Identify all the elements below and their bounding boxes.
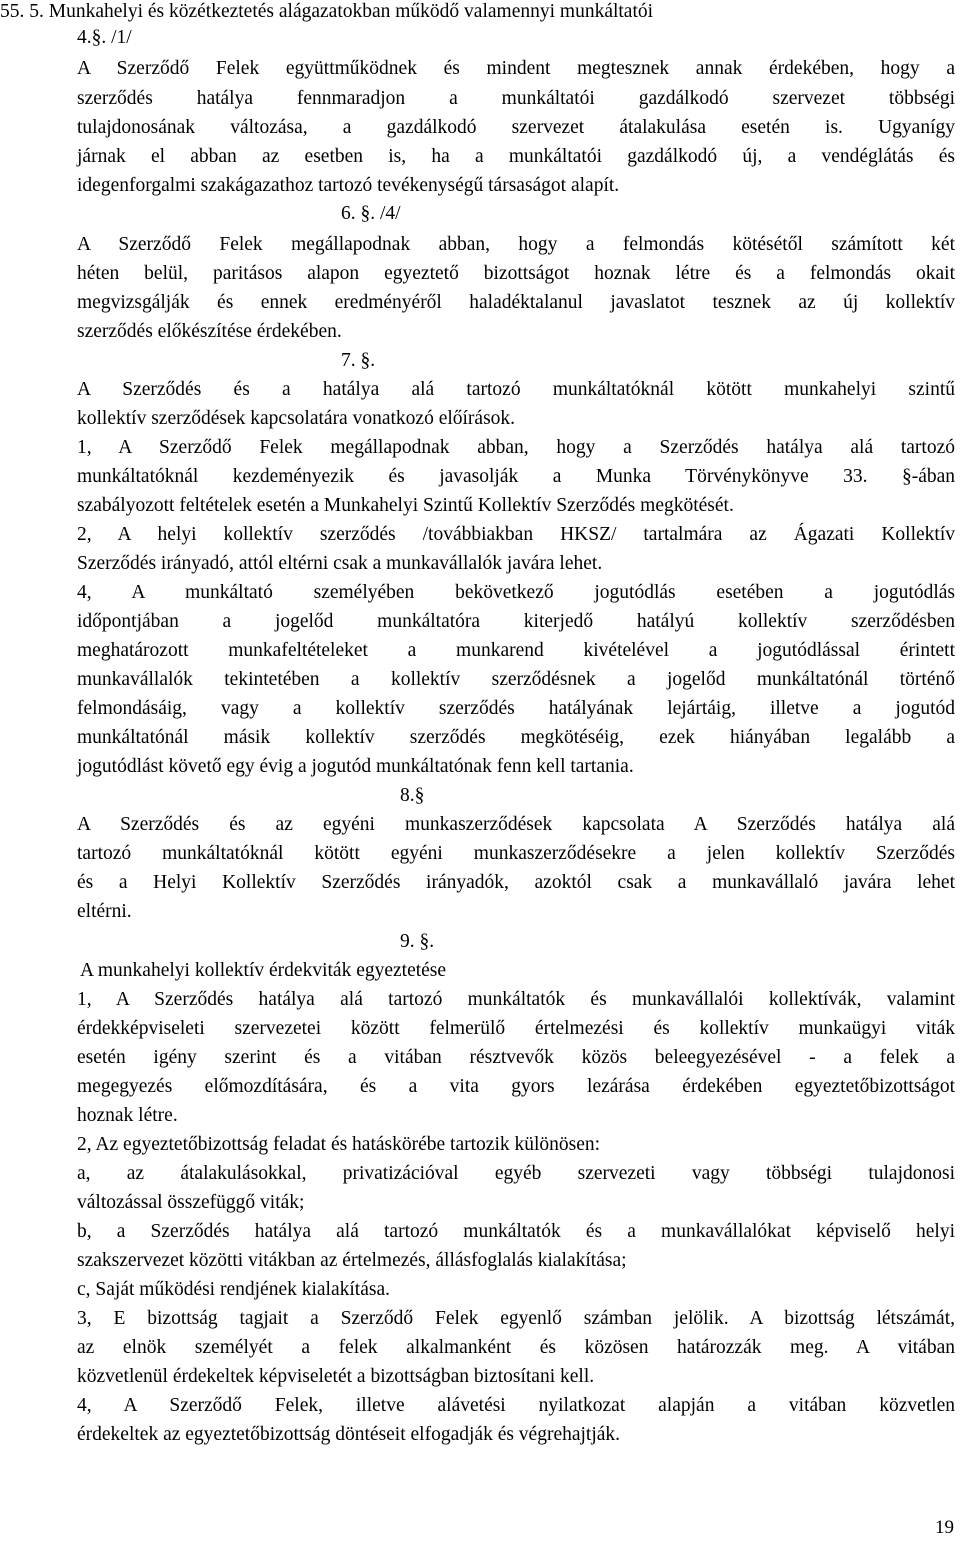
text-line: idegenforgalmi szakágazathoz tartozó tevékenységű társaságot alapít. [77, 175, 620, 196]
text-line: szerződés hatálya fennmaradjon a munkáltatói gazdálkodó szervezet többségi [77, 88, 955, 109]
text-line: megvizsgálják és ennek eredményéről haladéktalanul javaslatot tesznek az új kollektív [77, 292, 955, 313]
text-line: tartozó munkáltatóknál kötött egyéni munkaszerződésekre a jelen kollektív Szerződés [77, 843, 955, 864]
text-line: a, az átalakulásokkal, privatizációval egyéb szervezeti vagy többségi tulajdonosi [77, 1163, 955, 1184]
text-line: munkavállalók tekintetében a kollektív szerződésnek a jogelőd munkáltatónál történő [77, 669, 955, 690]
text-line: 1, A Szerződés hatálya alá tartozó munkáltatók és munkavállalói kollektívák, valamint [77, 989, 955, 1010]
text-line: és a Helyi Kollektív Szerződés irányadók, azoktól csak a munkavállaló javára lehet [77, 872, 955, 893]
text-line: A munkahelyi kollektív érdekviták egyeztetése [80, 960, 447, 981]
text-line: héten belül, paritásos alapon egyeztető bizottságot hoznak létre és a felmondás okait [77, 263, 955, 284]
text-line: 2, Az egyeztetőbizottság feladat és hatáskörébe tartozik különösen: [77, 1134, 601, 1155]
text-line: 2, A helyi kollektív szerződés /továbbiakban HKSZ/ tartalmára az Ágazati Kollektív [77, 524, 955, 545]
text-line: A Szerződő Felek együttműködnek és mindent megtesznek annak érdekében, hogy a [77, 58, 955, 79]
text-line: 4, A munkáltató személyében bekövetkező jogutódlás esetében a jogutódlás [77, 582, 955, 603]
text-line: hoznak létre. [77, 1105, 178, 1126]
text-line: munkáltatóknál kezdeményezik és javasolják a Munka Törvénykönyve 33. §-ában [77, 466, 955, 487]
text-line: A Szerződés és a hatálya alá tartozó munkáltatóknál kötött munkahelyi szintű [77, 379, 955, 400]
text-line: érdekeltek az egyeztetőbizottság döntéseit elfogadják és végrehajtják. [77, 1424, 621, 1445]
text-line: tulajdonosának változása, a gazdálkodó szervezet átalakulása esetén is. Ugyanígy [77, 117, 955, 138]
text-line: b, a Szerződés hatálya alá tartozó munkáltatók és a munkavállalókat képviselő helyi [77, 1221, 955, 1242]
text-line: megegyezés előmozdítására, és a vita gyors lezárása érdekében egyeztetőbizottságot [77, 1076, 955, 1097]
text-line: 4.§. /1/ [77, 27, 132, 48]
text-line: 8.§ [400, 785, 425, 806]
text-line: az elnök személyét a felek alkalmanként és közösen határozzák meg. A vitában [77, 1337, 955, 1358]
text-line: meghatározott munkafeltételeket a munkarend kivételével a jogutódlással érintett [77, 640, 955, 661]
text-line: szakszervezet közötti vitákban az értelmezés, állásfoglalás kialakítása; [77, 1250, 627, 1271]
text-line: járnak el abban az esetben is, ha a munkáltatói gazdálkodó új, a vendéglátás és [77, 146, 955, 167]
text-line: szabályozott feltételek esetén a Munkahelyi Szintű Kollektív Szerződés megkötését. [77, 495, 734, 516]
text-line: jogutódlást követő egy évig a jogutód munkáltatónak fenn kell tartania. [77, 756, 634, 777]
text-line: 1, A Szerződő Felek megállapodnak abban, hogy a Szerződés hatálya alá tartozó [77, 437, 955, 458]
text-line: 7. §. [341, 350, 376, 371]
text-line: 6. §. /4/ [341, 203, 401, 224]
text-line: kollektív szerződések kapcsolatára vonatkozó előírások. [77, 408, 516, 429]
text-line: érdekképviseleti szervezetei között felmerülő értelmezési és kollektív munkaügyi viták [77, 1018, 955, 1039]
text-line: A Szerződő Felek megállapodnak abban, hogy a felmondás kötésétől számított két [77, 234, 955, 255]
text-line: 4, A Szerződő Felek, illetve alávetési nyilatkozat alapján a vitában közvetlen [77, 1395, 955, 1416]
text-line: eltérni. [77, 901, 132, 922]
text-line: közvetlenül érdekeltek képviseletét a bizottságban biztosítani kell. [77, 1366, 595, 1387]
text-line: változással összefüggő viták; [77, 1192, 305, 1213]
text-line: szerződés előkészítése érdekében. [77, 321, 342, 342]
text-line: felmondásáig, vagy a kollektív szerződés hatályának lejártáig, illetve a jogutód [77, 698, 955, 719]
page-number: 19 [935, 1517, 954, 1538]
text-line: időpontjában a jogelőd munkáltatóra kiterjedő hatályú kollektív szerződésben [77, 611, 955, 632]
text-line: 55. 5. Munkahelyi és közétkeztetés alágazatokban működő valamennyi munkáltatói [0, 1, 654, 22]
text-line: c, Saját működési rendjének kialakítása. [77, 1279, 390, 1300]
text-line: esetén igény szerint és a vitában résztvevők közös beleegyezésével - a felek a [77, 1047, 955, 1068]
text-line: A Szerződés és az egyéni munkaszerződések kapcsolata A Szerződés hatálya alá [77, 814, 955, 835]
text-line: 3, E bizottság tagjait a Szerződő Felek egyenlő számban jelölik. A bizottság létszámát, [77, 1308, 955, 1329]
text-line: Szerződés irányadó, attól eltérni csak a munkavállalók javára lehet. [77, 553, 603, 574]
text-line: munkáltatónál másik kollektív szerződés megkötéséig, ezek hiányában legalább a [77, 727, 955, 748]
text-line: 9. §. [400, 931, 435, 952]
